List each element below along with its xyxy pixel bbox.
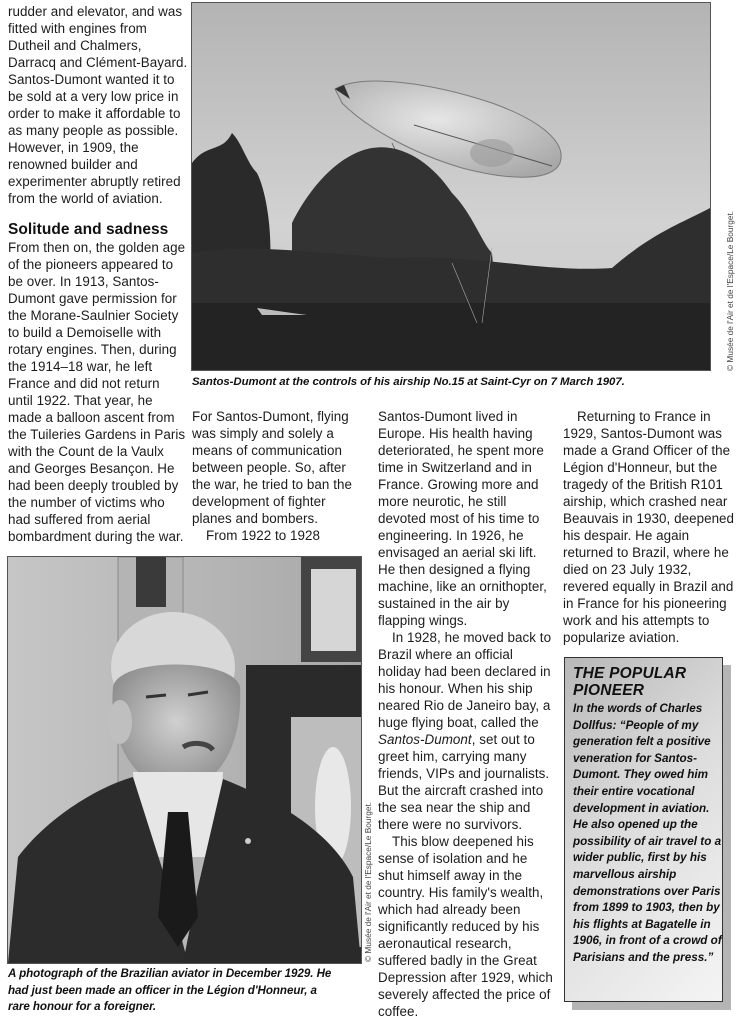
airship-image-icon <box>192 3 710 370</box>
airship-photo <box>191 2 711 371</box>
column-3-paragraph-2 <box>378 629 556 833</box>
column-4 <box>563 408 735 646</box>
section-heading-solitude: Solitude and sadness <box>8 221 169 238</box>
column-3 <box>378 408 556 1020</box>
column-3-paragraph-2-start: In 1928, he moved back to Brazil where an official holiday had been declared in his honour. When his ship neared Rio de Janeiro bay, a huge flying boat, called the <box>378 630 552 730</box>
column-2-paragraph-1: For Santos-Dumont, flying was simply and solely a means of communication between people. So, after the war, he tried to ban the development of fighter planes and bombers. <box>192 409 352 526</box>
portrait-photo-caption: A photograph of the Brazilian aviator in December 1929. He had just been made an officer in the Légion d'Honneur, a rare honour for a foreigner. <box>8 967 332 1013</box>
airship-photo-caption: Santos-Dumont at the controls of his airship No.15 at Saint-Cyr on 7 March 1907. <box>192 376 625 388</box>
column-3-paragraph-3: This blow deepened his sense of isolation and he shut himself away in the country. His family's wealth, which had already been significantly reduced by his aeronautical research, suffered badly in the Great Depression after 1929, which severely affected the price of coffee. <box>378 834 553 1019</box>
popular-pioneer-sidebar <box>564 657 723 1002</box>
column-1-paragraph-2: From then on, the golden age of the pioneers appeared to be over. In 1913, Santos-Dumont gave permission for the Morane-Saulnier Society to build a Demoiselle with rotary engines. Then, during the 1914–18 war, he left France and did not return until 1922. That year, he made a balloon ascent from the Tuileries Gardens in Paris with the Count de la Vaulx and Georges Besançon. He had been deeply troubled by the number of victims who had suffered from aerial bombardment during the war. <box>8 240 186 544</box>
airship-photo-credit: © Musée de l'Air et de l'Espace/Le Bourget. <box>725 210 735 371</box>
column-1-paragraph-1: rudder and elevator, and was fitted with engines from Dutheil and Chalmers, Darracq and Clément-Bayard. Santos-Dumont wanted it to be sold at a very low price in order to make it affordable to as many people as possible. However, in 1909, the renowned builder and experimenter abruptly retired from the world of aviation. <box>8 4 188 206</box>
portrait-photo <box>7 556 362 964</box>
flying-boat-name: Santos-Dumont <box>378 732 472 747</box>
section-heading-1922-1928: From 1922 to 1928 <box>206 528 320 543</box>
column-3-paragraph-2-end: , set out to greet him, carrying many friends, VIPs and journalists. But the aircraft crashed into the sea near the ship and there were no survivors. <box>378 732 550 832</box>
column-1 <box>8 3 188 545</box>
portrait-image-icon <box>8 557 361 963</box>
column-2 <box>192 408 368 544</box>
sidebar-quote: In the words of Charles Dollfus: “People of my generation felt a positive veneration for Santos-Dumont. They owed him their entire vocational development in aviation. He also opened up the possibility of air travel to a wider public, first by his marvellous airship demonstrations over Paris from 1899 to 1903, then by his flights at Bagatelle in 1906, in front of a crowd of Parisians and the press.” <box>573 702 722 964</box>
portrait-photo-credit: © Musée de l'Air et de l'Espace/Le Bourget. <box>363 801 373 962</box>
sidebar-title: THE POPULAR PIONEER <box>573 665 687 699</box>
column-4-paragraph-1: Returning to France in 1929, Santos-Dumont was made a Grand Officer of the Légion d'Honneur, but the tragedy of the British R101 airship, which crashed near Beauvais in 1930, deepened his despair. He again returned to Brazil, where he died on 23 July 1932, revered equally in Brazil and in France for his pioneering work and his attempts to popularize aviation. <box>563 409 735 645</box>
column-3-paragraph-1: Santos-Dumont lived in Europe. His health having deteriorated, he spent more time in Switzerland and in France. Growing more and more neurotic, he still devoted most of his time to engineering. In 1926, he envisaged an aerial ski lift. He then designed a flying machine, like an ornithopter, sustained in the air by flapping wings. <box>378 409 547 628</box>
